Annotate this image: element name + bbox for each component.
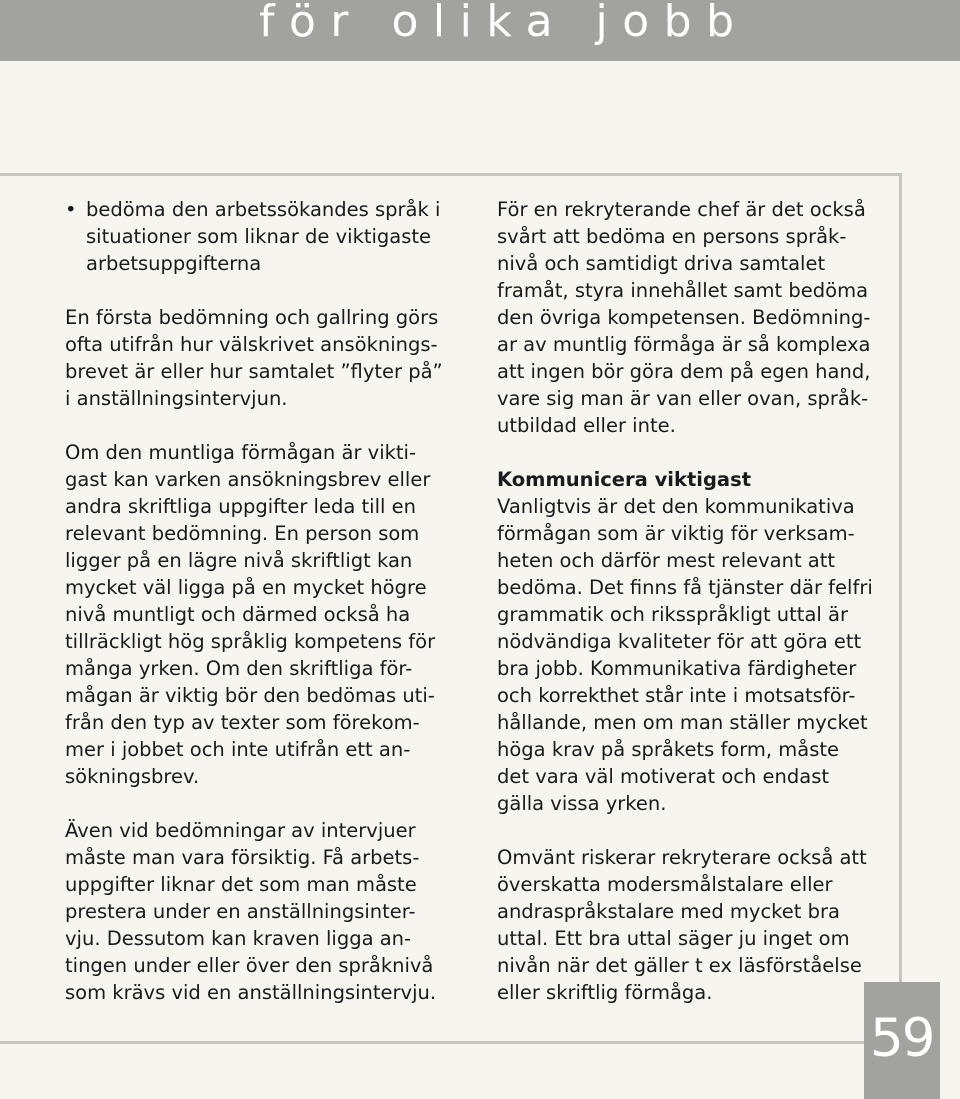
text-line: uttal. Ett bra uttal säger ju inget om — [497, 927, 850, 950]
text-line: bedöma. Det finns få tjänster där felfri — [497, 576, 873, 599]
text-line: måste man vara försiktig. Få arbets- — [65, 846, 420, 869]
text-line: andraspråkstalare med mycket bra — [497, 900, 840, 923]
text-line: En första bedömning och gallring görs — [65, 306, 439, 329]
text-line: tillräckligt hög språklig kompetens för — [65, 630, 436, 653]
paragraph — [497, 844, 892, 1006]
page-number: 59 — [870, 1008, 934, 1069]
text-line: Om den muntliga förmågan är vikti- — [65, 441, 417, 464]
frame-bottom-rule — [0, 1041, 866, 1044]
text-line: nivå muntligt och därmed också ha — [65, 603, 411, 626]
text-line: från den typ av texter som förekom- — [65, 711, 420, 734]
text-line: ar av muntlig förmåga är så komplexa — [497, 333, 871, 356]
text-line: tingen under eller över den språknivå — [65, 954, 434, 977]
left-column — [65, 196, 460, 1006]
paragraph — [65, 304, 460, 412]
text-line: grammatik och riksspråkligt uttal är — [497, 603, 848, 626]
frame-right-rule — [899, 173, 902, 985]
text-line: förmågan som är viktig för verksam- — [497, 522, 855, 545]
text-line: Vanligtvis är det den kommunikativa — [497, 495, 855, 518]
text-line: För en rekryterande chef är det också — [497, 198, 866, 221]
text-line: nödvändiga kvaliteter för att göra ett — [497, 630, 862, 653]
text-line: det vara väl motiverat och endast — [497, 765, 830, 788]
text-line: relevant bedömning. En person som — [65, 522, 420, 545]
text-line: som krävs vid en anställningsintervju. — [65, 981, 437, 1004]
text-line: bra jobb. Kommunikativa färdigheter — [497, 657, 857, 680]
text-line: brevet är eller hur samtalet ”flyter på” — [65, 360, 443, 383]
text-line: bedöma den arbetssökandes språk i — [86, 198, 441, 221]
text-line: uppgifter liknar det som man måste — [65, 873, 417, 896]
text-line: eller skriftlig förmåga. — [497, 981, 713, 1004]
text-line: heten och därför mest relevant att — [497, 549, 836, 572]
text-line: mågan är viktig bör den bedömas uti- — [65, 684, 435, 707]
text-line: överskatta modersmålstalare eller — [497, 873, 833, 896]
chapter-title: för olika jobb — [259, 0, 749, 47]
text-line: situationer som liknar de viktigaste — [86, 225, 432, 248]
text-line: vju. Dessutom kan kraven ligga an- — [65, 927, 412, 950]
text-line: Omvänt riskerar rekryterare också att — [497, 846, 867, 869]
text-line: gälla vissa yrken. — [497, 792, 667, 815]
text-line: vare sig man är van eller ovan, språk- — [497, 387, 869, 410]
text-line: mer i jobbet och inte utifrån ett an- — [65, 738, 411, 761]
bullet-list-item — [65, 196, 460, 277]
text-line: hållande, men om man ställer mycket — [497, 711, 868, 734]
text-line: prestera under en anställningsinter- — [65, 900, 416, 923]
paragraph — [497, 493, 892, 817]
text-line: ofta utifrån hur välskrivet ansöknings- — [65, 333, 438, 356]
text-line: utbildad eller inte. — [497, 414, 676, 437]
paragraph — [65, 439, 460, 790]
bullet-marker: • — [65, 198, 77, 221]
text-line: nivån när det gäller t ex läsförståelse — [497, 954, 862, 977]
text-line: och korrekthet står inte i motsatsför- — [497, 684, 856, 707]
text-line: att ingen bör göra dem på egen hand, — [497, 360, 871, 383]
text-line: arbetsuppgifterna — [86, 252, 262, 275]
text-line: framåt, styra innehållet samt bedöma — [497, 279, 869, 302]
text-line: Även vid bedömningar av intervjuer — [65, 819, 416, 842]
text-line: den övriga kompetensen. Bedömning- — [497, 306, 871, 329]
paragraph — [65, 817, 460, 1006]
text-line: ligger på en lägre nivå skriftligt kan — [65, 549, 413, 572]
text-line: andra skriftliga uppgifter leda till en — [65, 495, 416, 518]
section-heading: Kommunicera viktigast — [497, 468, 752, 491]
text-line: svårt att bedöma en persons språk- — [497, 225, 847, 248]
text-line: i anställningsintervjun. — [65, 387, 288, 410]
frame-top-rule — [0, 173, 902, 176]
text-line: höga krav på språkets form, måste — [497, 738, 840, 761]
text-line: gast kan varken ansökningsbrev eller — [65, 468, 431, 491]
text-line: mycket väl ligga på en mycket högre — [65, 576, 427, 599]
text-line: många yrken. Om den skriftliga för- — [65, 657, 413, 680]
paragraph — [497, 196, 892, 439]
right-column — [497, 196, 892, 1006]
text-line: nivå och samtidigt driva samtalet — [497, 252, 826, 275]
text-line: sökningsbrev. — [65, 765, 200, 788]
